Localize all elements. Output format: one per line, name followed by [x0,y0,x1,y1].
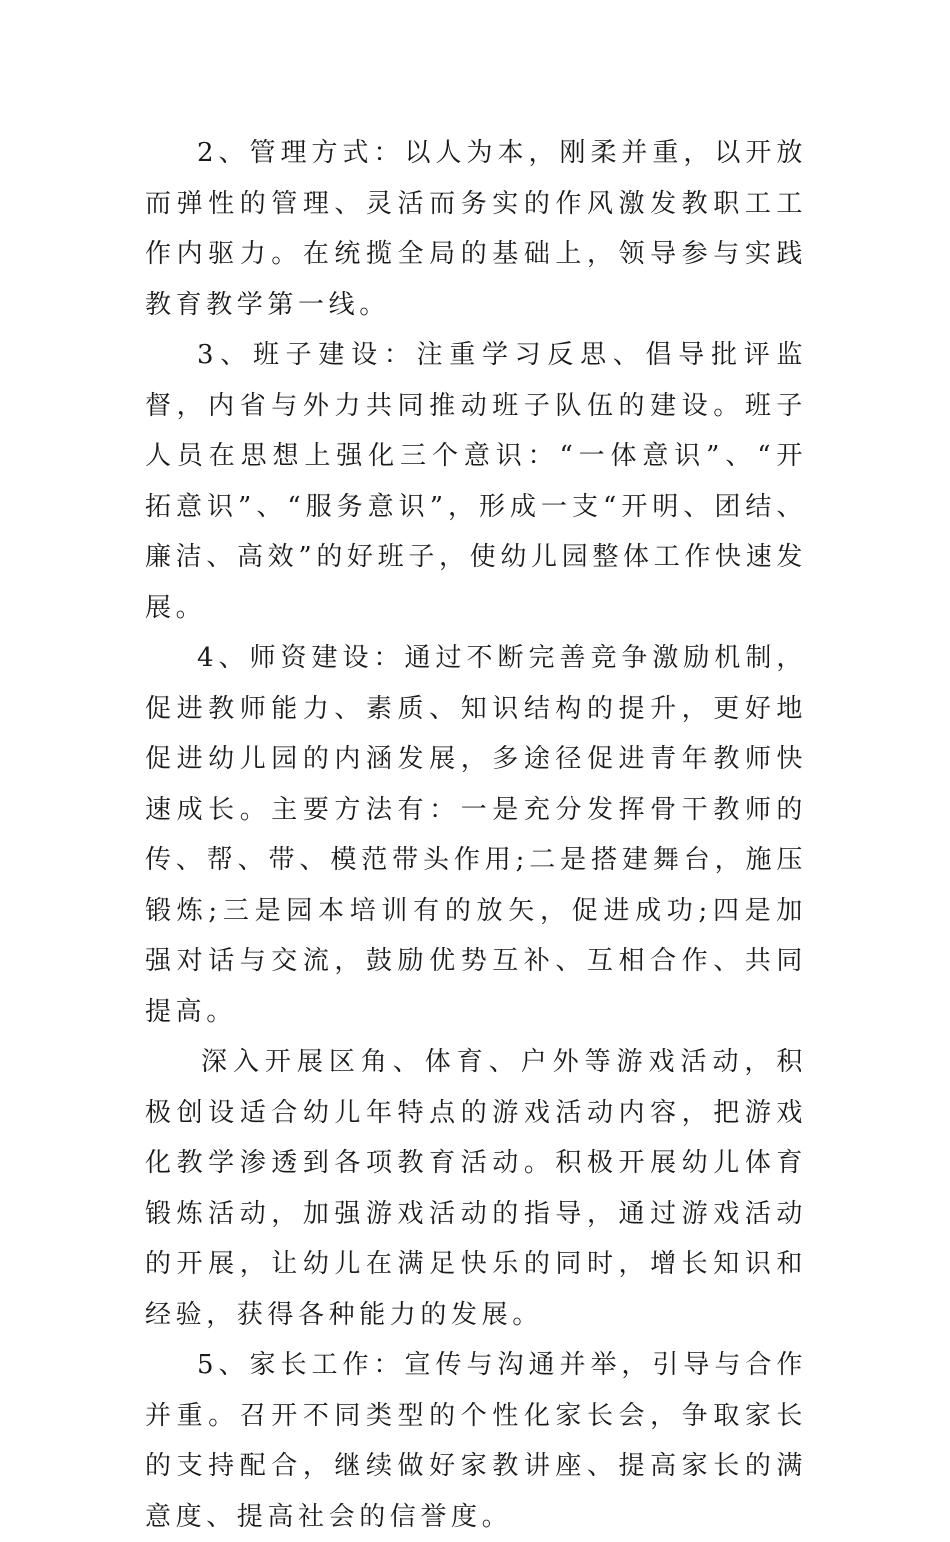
paragraph-parent-work: 5、家长工作：宣传与沟通并举，引导与合作并重。召开不同类型的个性化家长会，争取家长的支持配合，继续做好家教讲座、提高家长的满意度、提高社会的信誉度。 [145,1350,807,1532]
paragraph-management-style: 2、管理方式：以人为本，刚柔并重，以开放而弹性的管理、灵活而务实的作风激发教职工工作内驱力。在统揽全局的基础上，领导参与实践教育教学第一线。 [145,138,807,320]
paragraph-game-activities: 深入开展区角、体育、户外等游戏活动，积极创设适合幼儿年特点的游戏活动内容，把游戏化教学渗透到各项教育活动。积极开展幼儿体育锻炼活动，加强游戏活动的指导，通过游戏活动的开展，让幼儿在满足快乐的同时，增长知识和经验，获得各种能力的发展。 [145,1047,807,1330]
paragraph-teacher-development: 4、师资建设：通过不断完善竞争激励机制，促进教师能力、素质、知识结构的提升，更好地促进幼儿园的内涵发展，多途径促进青年教师快速成长。主要方法有：一是充分发挥骨干教师的传、帮、带、模范带头作用;二是搭建舞台，施压锻炼;三是园本培训有的放矢，促进成功;四是加强对话与交流，鼓励优势互补、互相合作、共同提高。 [145,643,807,1027]
document-body [145,128,807,1542]
paragraph-leadership-team: 3、班子建设：注重学习反思、倡导批评监督，内省与外力共同推动班子队伍的建设。班子人员在思想上强化三个意识：“一体意识”、“开拓意识”、“服务意识”，形成一支“开明、团结、廉洁、高效”的好班子，使幼儿园整体工作快速发展。 [145,340,807,623]
